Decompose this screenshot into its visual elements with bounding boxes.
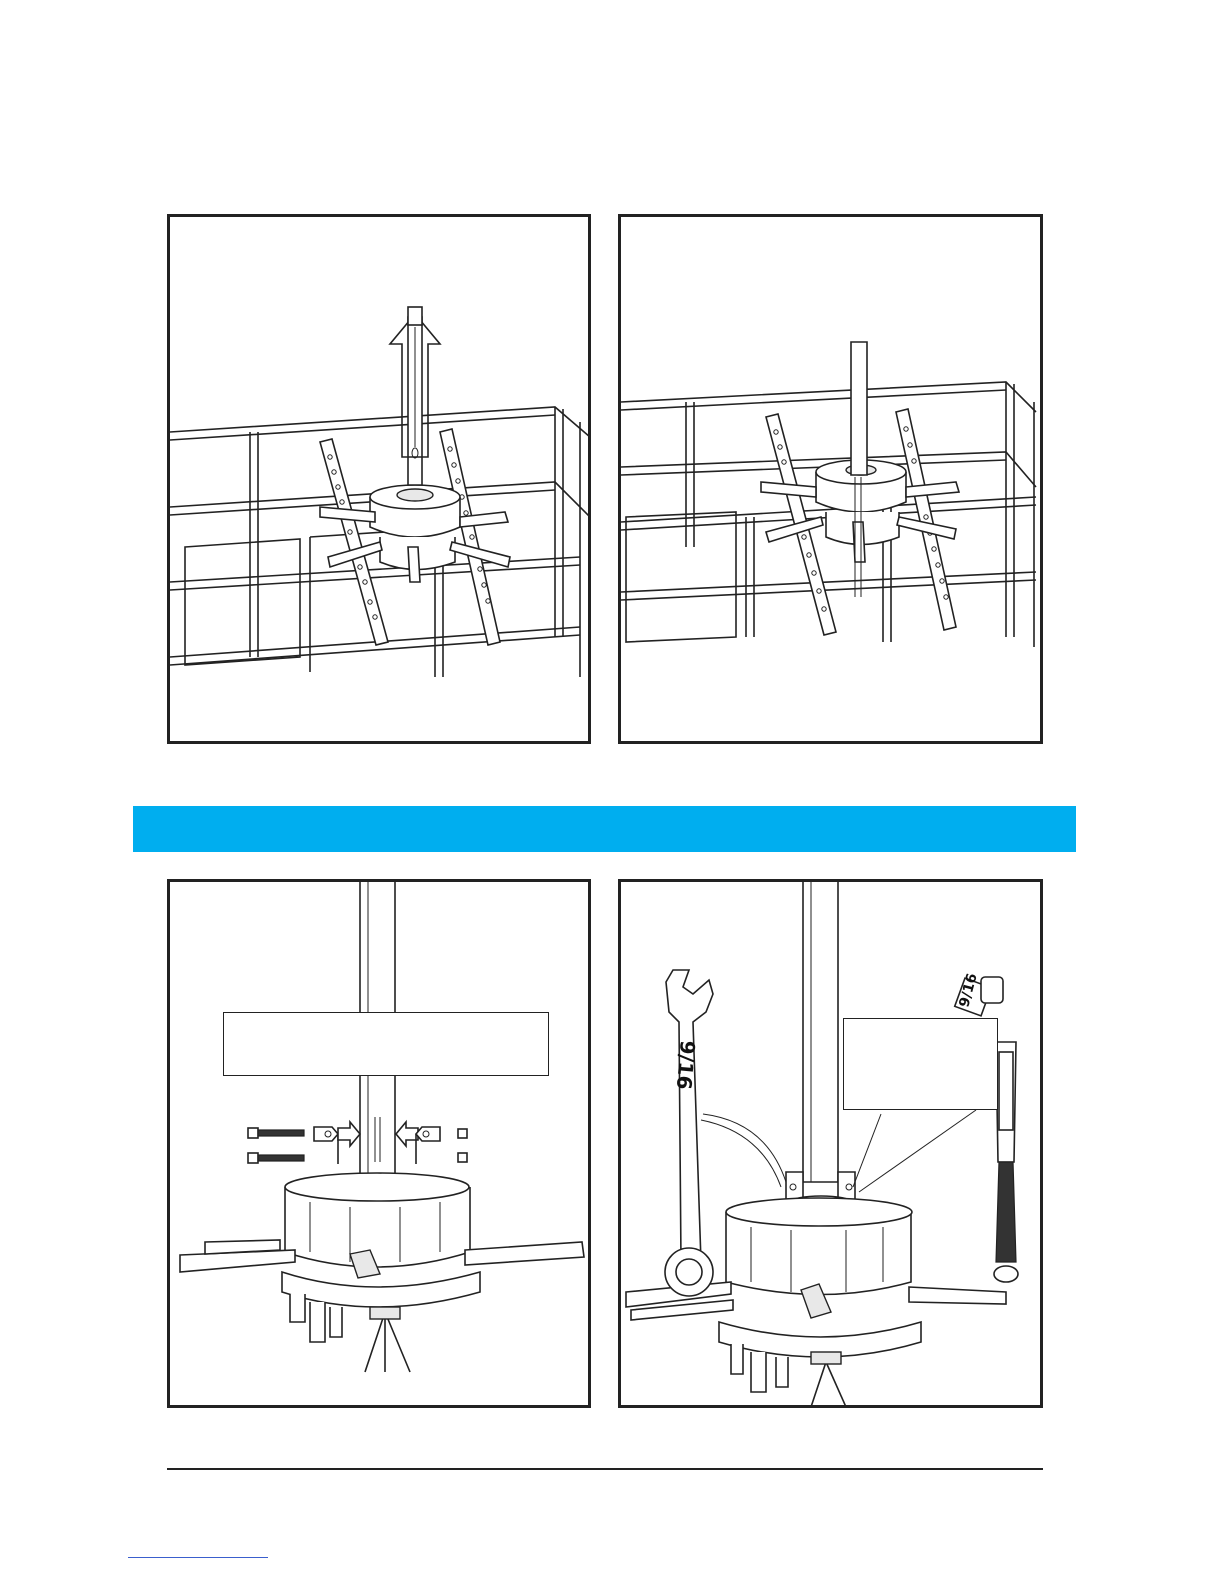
figure-4-panel	[618, 879, 1043, 1408]
figure-4-illustration	[621, 882, 1042, 1407]
left-arrow-icon	[396, 1122, 418, 1146]
bracket-left	[314, 1127, 338, 1164]
socket-size-label: 9/16	[956, 971, 981, 1010]
section-header-bar	[133, 806, 1076, 852]
bolt-lower-left	[248, 1153, 304, 1163]
callout-box-figure-3	[223, 1012, 549, 1076]
figure-3-panel	[167, 879, 591, 1408]
figure-1-illustration	[170, 217, 590, 743]
callout-box-figure-4	[843, 1018, 998, 1110]
bracket-right	[416, 1127, 440, 1164]
bottom-link-underline	[128, 1557, 268, 1558]
nut-upper	[458, 1129, 467, 1138]
footer-rule	[167, 1468, 1043, 1470]
wrench-size-label: 9/16	[671, 1039, 700, 1091]
bolt-upper-left	[248, 1128, 304, 1138]
figure-1-panel	[167, 214, 591, 744]
figure-2-illustration	[621, 217, 1042, 743]
figure-3-illustration	[170, 882, 590, 1407]
figure-2-panel	[618, 214, 1043, 744]
wrench-icon	[665, 970, 713, 1296]
nut-lower	[458, 1153, 467, 1162]
right-arrow-icon	[338, 1122, 360, 1146]
